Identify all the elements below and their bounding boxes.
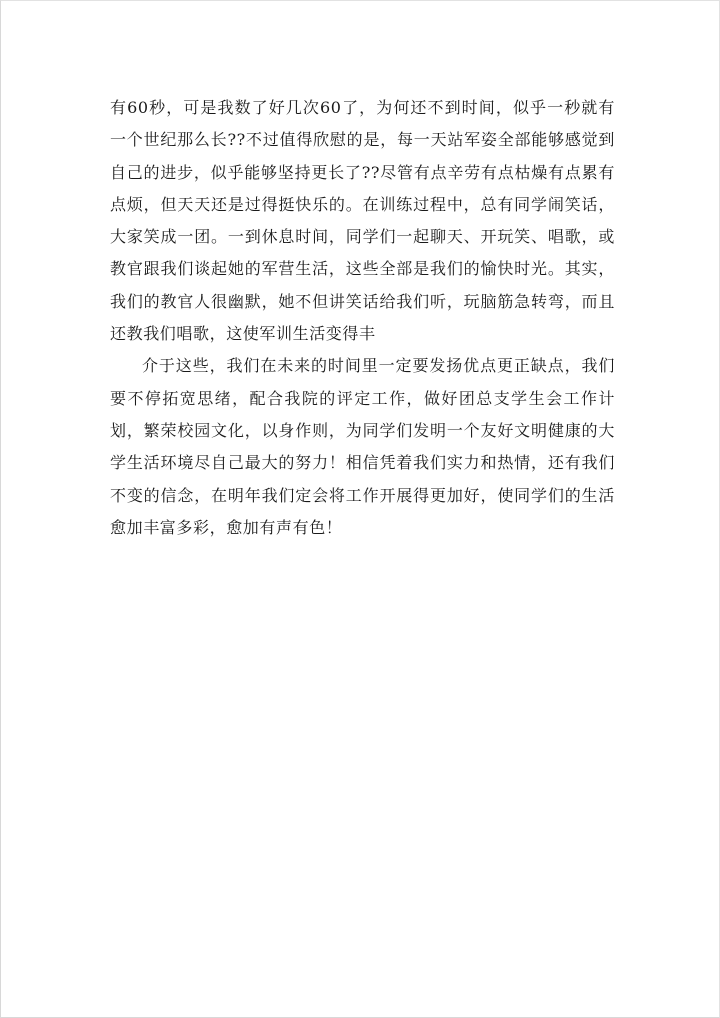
paragraph-military-training: 有60秒，可是我数了好几次60了，为何还不到时间，似乎一秒就有一个世纪那么长??不过值得欣慰的是，每一天站军姿全部能够感觉到自己的进步，似乎能够坚持更长了??尽管有点辛劳有点枯燥有点累有点烦，但天天还是过得挺快乐的。在训练过程中，总有同学闹笑话，大家笑成一团。一到休息时间，同学们一起聊天、开玩笑、唱歌，或教官跟我们谈起她的军营生活，这些全部是我们的愉快时光。其实，我们的教官人很幽默，她不但讲笑话给我们听，玩脑筋急转弯，而且还教我们唱歌，这使军训生活变得丰 [110,98,615,344]
paragraph-future-plans: 介于这些，我们在未来的时间里一定要发扬优点更正缺点，我们要不停拓宽思绪，配合我院的评定工作，做好团总支学生会工作计划，繁荣校园文化，以身作则，为同学们发明一个友好文明健康的大学生活环境尽自己最大的努力！相信凭着我们实力和热情，还有我们不变的信念，在明年我们定会将工作开展得更加好，使同学们的生活愈加丰富多彩，愈加有声有色！ [110,356,615,537]
document-body [110,92,615,544]
